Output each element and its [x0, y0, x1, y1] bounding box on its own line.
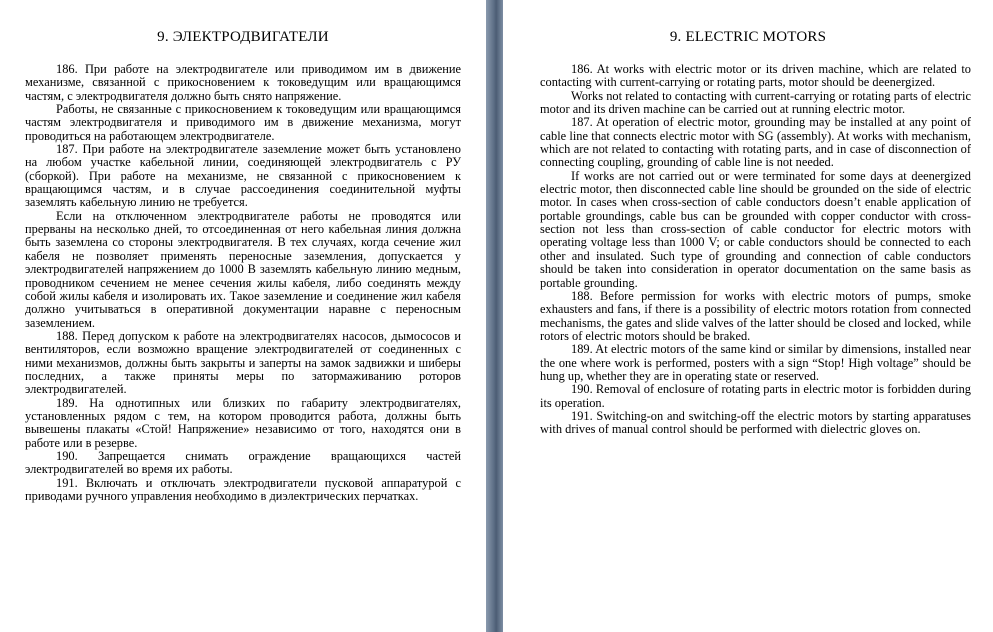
left-paragraph-186-cont: Работы, не связанные с прикосновением к токоведущим или вращающимся частям электродвигателя и приводимого им в движение механизма, могут проводиться на работающем электродвигателе. — [25, 102, 461, 143]
left-paragraph-186: 186. При работе на электродвигателе или приводимом им в движение механизме, связанной с прикосновением к токоведущим или вращающимся частям, с электродвигателя должно быть снято напряжение. — [25, 62, 461, 103]
left-paragraph-191: 191. Включать и отключать электродвигатели пусковой аппаратурой с приводами ручного управления необходимо в диэлектрических перчатках. — [25, 475, 461, 503]
right-page-english — [503, 0, 993, 632]
left-page-russian — [0, 0, 486, 632]
left-page-title: 9. ЭЛЕКТРОДВИГАТЕЛИ — [157, 29, 329, 45]
left-paragraph-189: 189. На однотипных или близких по габариту электродвигателях, установленных рядом с тем, на котором проводится работа, должны быть вывешены плакаты «Стой! Напряжение» независимо от того, находятся они в работе или в резерве. — [25, 395, 461, 450]
left-paragraph-187-cont: Если на отключенном электродвигателе работы не проводятся или прерваны на несколько дней, то отсоединенная от него кабельная линия должна быть заземлена со стороны электродвигателя. В тех случаях, когда сечение жил кабеля не позволяет применять переносные заземления, допускается у электродвигателей напряжением до 1000 В заземлять кабельную линию медным, проводником сечением не менее сечения жилы кабеля, либо соединять между собой жилы кабеля и изолировать их. Такое заземление и соединение жил кабеля должно учитываться в оперативной документации наравне с переносным заземлением. — [25, 208, 461, 330]
right-paragraph-190: 190. Removal of enclosure of rotating parts in electric motor is forbidden during its operation. — [540, 382, 971, 410]
right-paragraph-186-cont: Works not related to contacting with current-carrying or rotating parts of electric motor and its driven machine can be carried out at running electric motor. — [540, 88, 971, 117]
right-paragraph-188: 188. Before permission for works with electric motors of pumps, smoke exhausters and fans, if there is a possibility of electric motors rotation from connected mechanisms, the gates and slide valves of the latter should be closed and locked, while rotors of electric motors should be braked. — [540, 288, 971, 343]
right-paragraph-189: 189. At electric motors of the same kind or similar by dimensions, installed near the one where work is performed, posters with a sign “Stop! High voltage” should be hung up, whether they are in operating state or reserved. — [540, 342, 971, 383]
left-paragraph-190: 190. Запрещается снимать ограждение вращающихся частей электродвигателей во время их работы. — [25, 448, 461, 477]
right-paragraph-187: 187. At operation of electric motor, grounding may be installed at any point of cable line that connects electric motor with SG (assembly). At works with mechanism, which are not related to contacting with rotating parts, and in case of disconnection of connecting coupling, grounding of cable line is not needed. — [540, 115, 971, 170]
right-paragraph-187-cont: If works are not carried out or were terminated for some days at deenergized electric motor, then disconnected cable line should be grounded on the side of electric motor. In cases when cross-section of cable conductors doesn’t enable application of portable groundings, cable bus can be grounded with copper conductor with cross-section not less than cross-section of cable conductor for electric motors with operating voltage less than 1000 V; or cable conductors should be connected to each other and insulated. Such type of grounding and connection of cable conductors should be taken into consideration in operator documentation on the same basis as portable grounding. — [540, 168, 971, 290]
right-page-title: 9. ELECTRIC MOTORS — [669, 29, 827, 45]
right-page-body — [540, 63, 971, 437]
page-gutter-divider — [486, 0, 503, 632]
right-paragraph-186: 186. At works with electric motor or its driven machine, which are related to contacting with current-carrying or rotating parts, motor should be deenergized. — [540, 62, 971, 90]
left-page-body — [25, 63, 461, 503]
left-paragraph-188: 188. Перед допуском к работе на электродвигателях насосов, дымососов и вентиляторов, если возможно вращение электродвигателей от соединенных с ними механизмов, должны быть закрыты и заперты на замок задвижки и шиберы последних, а также приняты меры по затормаживанию роторов электродвигателей. — [25, 328, 461, 397]
left-paragraph-187: 187. При работе на электродвигателе заземление может быть установлено на любом участке кабельной линии, соединяющей электродвигатель с РУ (сборкой). При работе на механизме, не связанной с прикосновением к вращающимся частям, и в случае рассоединения соединительной муфты заземлять кабельную линию не требуется. — [25, 142, 461, 210]
right-paragraph-191: 191. Switching-on and switching-off the electric motors by starting apparatuses with drives of manual control should be performed with dielectric gloves on. — [540, 408, 971, 437]
